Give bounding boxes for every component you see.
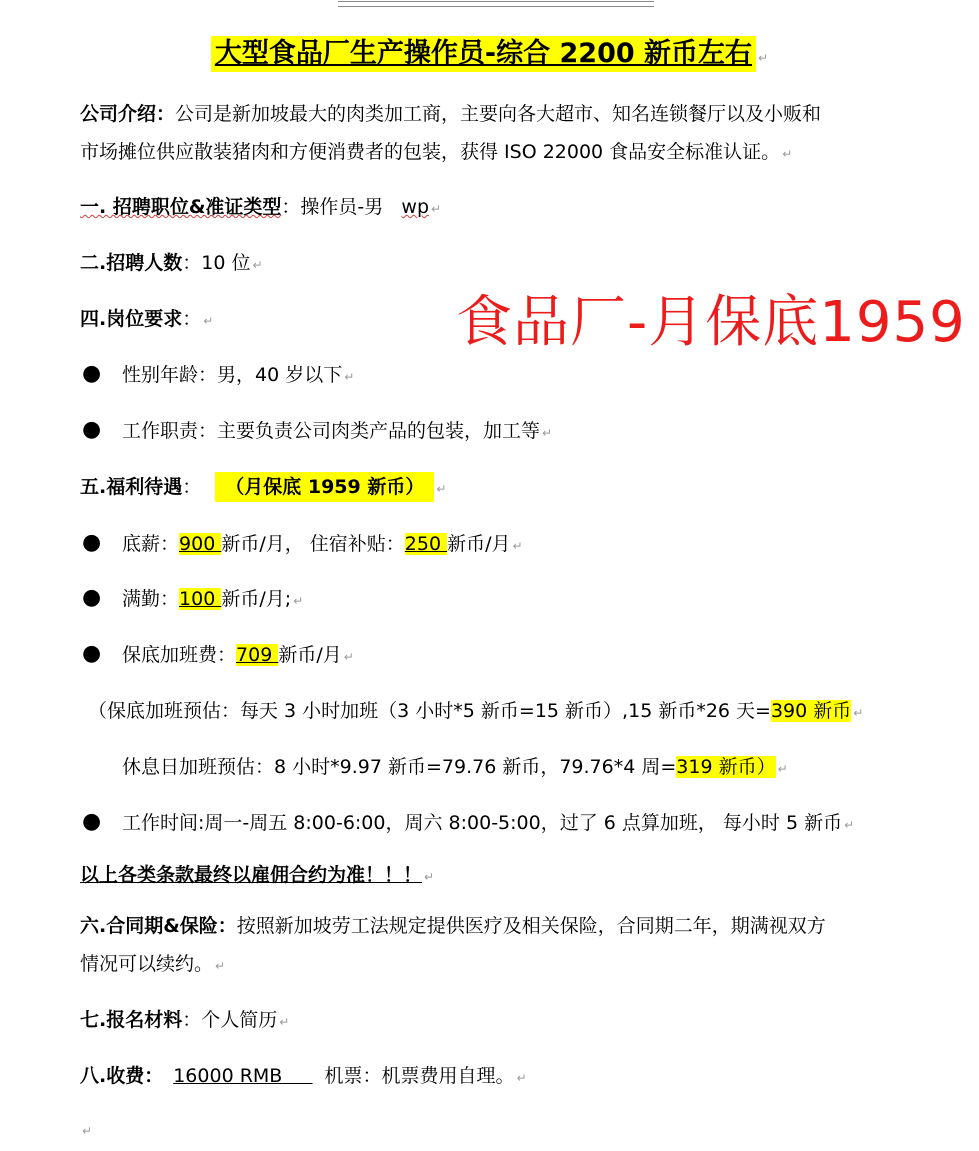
- contract-notice: 以上各类条款最终以雇佣合约为准！！！: [80, 864, 423, 886]
- benefit-hours: [122, 804, 854, 844]
- ticket-text: 机票：机票费用自理。: [324, 1065, 515, 1087]
- materials-value: 个人简历: [201, 1009, 278, 1031]
- paragraph-mark-icon: ↵: [542, 426, 553, 440]
- paragraph-mark-icon: ↵: [853, 706, 864, 720]
- position-value: 操作员-男: [300, 196, 402, 218]
- fees-label: 八.收费：: [80, 1065, 164, 1087]
- requirements-label: 四.岗位要求: [80, 308, 183, 330]
- position-label: 一. 招聘职位&准证类型: [80, 196, 282, 218]
- page-top-border: [338, 1, 654, 7]
- attendance-label: 满勤：: [122, 588, 180, 610]
- benefit-overtime: [122, 636, 354, 676]
- document-title: 大型食品厂生产操作员-综合 2200 新币左右: [211, 36, 756, 72]
- fee-value-field: [173, 1065, 312, 1087]
- section-contract-cont: [80, 945, 225, 985]
- empty-paragraph: [80, 1110, 92, 1150]
- intro-label: 公司介绍：: [80, 103, 176, 125]
- paragraph-mark-icon: ↵: [516, 1071, 527, 1085]
- intro-line-1: [80, 95, 821, 133]
- bullet-icon: ●: [82, 417, 102, 442]
- paragraph-mark-icon: ↵: [293, 594, 304, 608]
- housing-value: 250: [404, 533, 448, 555]
- paragraph-mark-icon: ↵: [424, 870, 435, 884]
- contract-label: 六.合同期&保险：: [80, 915, 237, 937]
- contract-text-1: 按照新加坡劳工法规定提供医疗及相关保险，合同期二年，期满视双方: [236, 915, 826, 937]
- paragraph-mark-icon: ↵: [436, 482, 447, 496]
- intro-line-2: [80, 133, 792, 173]
- benefit-salary: [122, 525, 523, 565]
- overtime-estimate-weekday: [88, 692, 863, 732]
- paragraph-mark-icon: ↵: [844, 818, 855, 832]
- bullet-icon: ●: [82, 641, 102, 666]
- housing-label: 新币/月， 住宿补贴：: [221, 533, 405, 555]
- intro-text-1: 公司是新加坡最大的肉类加工商，主要向各大超市、知名连锁餐厅以及小贩和: [175, 103, 822, 125]
- section-headcount: [80, 244, 263, 284]
- section-materials: [80, 1001, 289, 1041]
- requirement-age: 性别年龄：男，40 岁以下: [122, 364, 343, 386]
- paragraph-mark-icon: ↵: [252, 258, 263, 272]
- overtime-unit: 新币/月: [278, 644, 342, 666]
- position-colon: ：: [281, 196, 301, 218]
- bullet-icon: ●: [82, 585, 102, 610]
- paragraph-mark-icon: ↵: [343, 650, 354, 664]
- bullet-icon: ●: [82, 361, 102, 386]
- materials-colon: ：: [182, 1009, 202, 1031]
- section-requirements: [80, 300, 213, 340]
- headcount-value: 10 位: [201, 252, 251, 274]
- estimate-restday-value: 319 新币）: [676, 756, 776, 778]
- paragraph-mark-icon: ↵: [344, 370, 355, 384]
- working-hours-text: 工作时间:周一-周五 8:00-6:00，周六 8:00-5:00，过了 6 点算加班， 每小时 5 新币: [122, 812, 843, 834]
- paragraph-mark-icon: ↵: [279, 1015, 290, 1029]
- contract-notice-row: [80, 856, 434, 896]
- paragraph-mark-icon: ↵: [777, 762, 788, 776]
- housing-unit: 新币/月: [447, 533, 511, 555]
- section-benefits: [80, 468, 446, 508]
- section-position: [80, 188, 441, 228]
- paragraph-mark-icon: ↵: [215, 959, 226, 973]
- overtime-value: 709: [236, 644, 279, 666]
- estimate-restday-text: 休息日加班预估：8 小时*9.97 新币=79.76 新币，79.76*4 周=: [122, 756, 677, 778]
- materials-label: 七.报名材料: [80, 1009, 183, 1031]
- fee-padding: [282, 1065, 312, 1087]
- paragraph-mark-icon: ↵: [758, 51, 769, 65]
- guaranteed-salary-highlight: （月保底 1959 新币）: [215, 472, 434, 502]
- contract-text-2: 情况可以续约。: [80, 953, 214, 975]
- bullet-icon: ●: [82, 809, 102, 834]
- headcount-colon: ：: [182, 252, 202, 274]
- overtime-label: 保底加班费：: [122, 644, 237, 666]
- section-fees: [80, 1057, 527, 1097]
- overtime-estimate-restday: [122, 748, 788, 788]
- attendance-unit: 新币/月;: [221, 588, 292, 610]
- requirement-item: [122, 412, 552, 452]
- benefit-attendance: [122, 580, 303, 620]
- estimate-weekday-text: （保底加班预估：每天 3 小时加班（3 小时*5 新币=15 新币）,15 新币*26 天=: [88, 700, 771, 722]
- permit-type: wp: [401, 196, 430, 218]
- requirement-duties: 工作职责：主要负责公司肉类产品的包装，加工等: [122, 420, 541, 442]
- paragraph-mark-icon: ↵: [431, 202, 442, 216]
- base-salary-value: 900: [179, 533, 222, 555]
- paragraph-mark-icon: ↵: [512, 539, 523, 553]
- paragraph-mark-icon: ↵: [203, 314, 214, 328]
- base-salary-label: 底薪：: [122, 533, 180, 555]
- benefits-label: 五.福利待遇: [80, 476, 183, 498]
- intro-text-2: 市场摊位供应散装猪肉和方便消费者的包装，获得 ISO 22000 食品安全标准认证。: [80, 141, 781, 163]
- estimate-weekday-value: 390 新币: [770, 700, 852, 722]
- fee-value: 16000 RMB: [173, 1065, 283, 1087]
- paragraph-mark-icon: ↵: [82, 1124, 93, 1138]
- bullet-icon: ●: [82, 530, 102, 555]
- red-overlay-text: 食品厂-月保底1959: [456, 290, 966, 355]
- requirements-colon: ：: [182, 308, 202, 330]
- attendance-value: 100: [179, 588, 222, 610]
- benefits-colon: ：: [182, 476, 202, 498]
- headcount-label: 二.招聘人数: [80, 252, 183, 274]
- paragraph-mark-icon: ↵: [782, 147, 793, 161]
- document-title-row: [0, 36, 979, 72]
- requirement-item: [122, 356, 354, 396]
- section-contract: [80, 907, 826, 945]
